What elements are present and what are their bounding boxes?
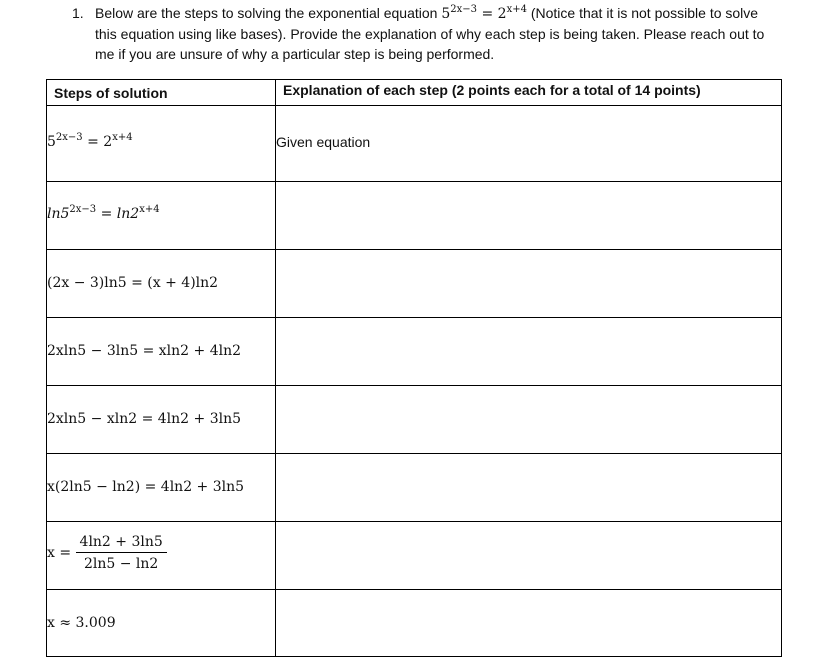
step-cell: (2x − 3)ln5 = (x + 4)ln2 xyxy=(47,250,276,318)
step-cell: 2xln5 − xln2 = 4ln2 + 3ln5 xyxy=(47,386,276,454)
table-row xyxy=(47,454,782,522)
step-cell: 2xln5 − 3ln5 = xln2 + 4ln2 xyxy=(47,318,276,386)
step-cell: x(2ln5 − ln2) = 4ln2 + 3ln5 xyxy=(47,454,276,522)
step-cell xyxy=(47,522,276,590)
problem-text xyxy=(95,3,765,64)
table-row xyxy=(47,590,782,657)
fraction-step: x = $\frac{4\ln 2 + 3\ln 5}{2\ln 5 - \ln 2}$ xyxy=(47,522,275,572)
explanation-cell[interactable] xyxy=(276,250,782,318)
step-cell: x ≈ 3.009 xyxy=(47,590,276,657)
explanation-cell[interactable] xyxy=(276,522,782,590)
problem-instructions: (Notice that it is not possible to solve this equation using like bases). Provide the explanation of why each step is being taken. Please reach out to me if you are unsure of why a particular step is being performed. xyxy=(95,5,765,62)
fraction xyxy=(76,534,167,572)
numerator: 4ln2 + 3ln5 xyxy=(76,534,167,553)
explanation-cell[interactable] xyxy=(276,454,782,522)
explanation-cell[interactable] xyxy=(276,106,782,182)
table-header-row xyxy=(47,80,782,106)
explanation-cell[interactable] xyxy=(276,590,782,657)
problem-equation: $5^{2x-3} = 2^{x+4}$ xyxy=(441,4,527,22)
table-row xyxy=(47,386,782,454)
explanation-cell[interactable] xyxy=(276,318,782,386)
table-row xyxy=(47,522,782,590)
step-cell: $\ln 5^{2x-3} = \ln 2^{x+4}$ xyxy=(47,182,276,250)
denominator: 2ln5 − ln2 xyxy=(83,556,159,572)
step-cell: $5^{2x-3} = 2^{x+4}$ xyxy=(47,106,276,182)
header-steps: Steps of solution xyxy=(47,80,276,106)
explanation-cell[interactable] xyxy=(276,386,782,454)
table-row xyxy=(47,106,782,182)
explanation-cell[interactable] xyxy=(276,182,782,250)
table-row xyxy=(47,250,782,318)
table-row xyxy=(47,318,782,386)
explanation-text: Given equation xyxy=(276,134,371,150)
table-row xyxy=(47,182,782,250)
steps-table xyxy=(46,79,782,657)
problem-intro: Below are the steps to solving the exponential equation xyxy=(95,5,442,21)
problem-number: 1. xyxy=(72,5,84,21)
header-explanation: Explanation of each step (2 points each for a total of 14 points) xyxy=(276,80,782,106)
